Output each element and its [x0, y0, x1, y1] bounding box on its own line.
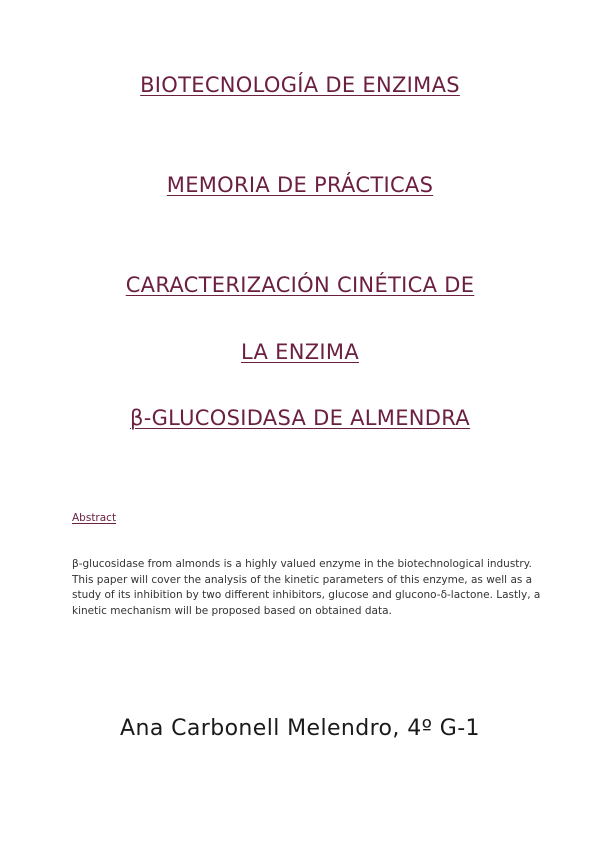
title-line-topic-1: CARACTERIZACIÓN CINÉTICA DE: [125, 273, 475, 297]
title-line-topic-2: LA ENZIMA: [241, 340, 359, 364]
title-line-report-type: MEMORIA DE PRÁCTICAS: [166, 173, 434, 197]
abstract-heading: Abstract: [72, 512, 117, 524]
title-line-course: BIOTECNOLOGÍA DE ENZIMAS: [140, 73, 460, 97]
abstract-body: β-glucosidase from almonds is a highly valued enzyme in the biotechnological industry. This paper will cover the analysis of the kinetic parameters of this enzyme, as well as a study of its inhibition by two different inhibitors, glucose and glucono-δ-lactone. Lastly, a kinetic mechanism will be proposed based on obtained data.: [72, 558, 541, 617]
author-name: Ana Carbonell Melendro, 4º G-1: [120, 716, 480, 741]
title-line-topic-3: β-GLUCOSIDASA DE ALMENDRA: [130, 406, 470, 430]
